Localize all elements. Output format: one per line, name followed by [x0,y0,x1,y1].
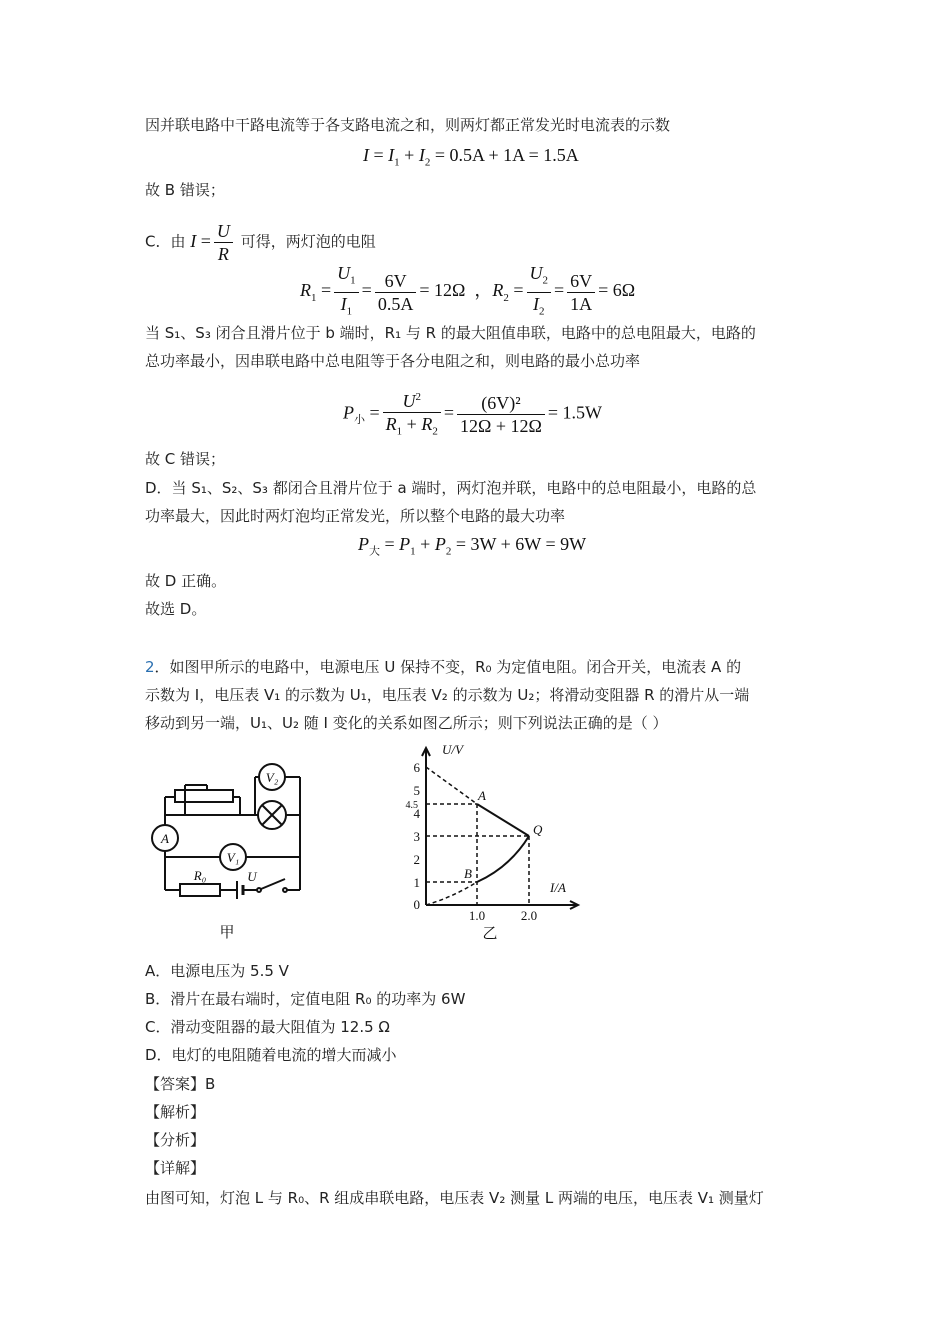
text-line: 故 B 错误； [145,181,225,199]
text-line: 故 D 正确。 [145,572,227,590]
detail-label: 【详解】 [145,1159,206,1177]
point-b-label: B [464,866,472,881]
circuit-diagram [145,755,315,945]
text-line: 由图可知，灯泡 L 与 R₀、R 组成串联电路，电压表 V₂ 测量 L 两端的电压，电压表 V₁ 测量灯 [145,1189,764,1207]
point-a-label: A [478,788,486,803]
text-line: 总功率最小，因串联电路中总电阻等于各分电阻之和，则电路的最小总功率 [145,352,641,370]
figure-yi-label: 乙 [482,926,498,942]
analysis-label: 【解析】 [145,1103,206,1121]
option-c: C．滑动变阻器的最大阻值为 12.5 Ω [145,1018,390,1036]
question-2-line3: 移动到另一端，U₁、U₂ 随 I 变化的关系如图乙所示；则下列说法正确的是（ ） [145,714,668,732]
question-2-line1: 2．如图甲所示的电路中，电源电压 U 保持不变，R₀ 为定值电阻。闭合开关，电流表 A 的 [145,658,742,676]
option-c-intro: C．由 I = $\frac{U}{R}$ 可得，两灯泡的电阻 [145,221,376,264]
text-line: 当 S₁、S₃ 闭合且滑片位于 b 端时，R₁ 与 R 的最大阻值串联，电路中的总电阻最大，电路的 [145,324,756,342]
equation-min-power: $P_小$ = $\frac{U^2}{R_1 + R_2}$ = $\frac{\text{(6V)²}}{12\Omega + 12\Omega}$ = 1.5W [343,386,602,443]
y-tick: 4 [413,806,420,821]
option-d: D．电灯的电阻随着电流的增大而减小 [145,1046,397,1064]
x-tick: 2.0 [520,908,538,923]
point-q-label: Q [533,822,543,837]
y-axis-label: U/V [442,742,463,757]
question-2-line2: 示数为 I，电压表 V₁ 的示数为 U₁，电压表 V₂ 的示数为 U₂；将滑动变阻器 R 的滑片从一端 [145,686,750,704]
text-line: 因并联电路中干路电流等于各支路电流之和，则两灯都正常发光时电流表的示数 [145,116,671,134]
x-tick: 1.0 [468,908,486,923]
fenxi-label: 【分析】 [145,1131,206,1149]
y-tick: 6 [413,760,420,775]
equation-resistances: $R_1$ = $\frac{U_1}{I_1}$ = $\frac{6V}{0.5A}$ = 12Ω ，$R_2$ = $\frac{U_2}{I_2}$ = $\frac{6V}{1A}$ = 6Ω [300,263,636,318]
source-u-label: U [247,869,257,884]
text-line: D．当 S₁、S₂、S₃ 都闭合且滑片位于 a 端时，两灯泡并联，电路中的总电阻最小，电路的总 [145,479,757,497]
resistor-r0-label: R₀ [193,868,207,883]
voltmeter-v1-label: V₁ [226,850,240,865]
y-tick: 1 [413,875,420,890]
ammeter-label: A [161,831,169,846]
text-line: 功率最大，因此时两灯泡均正常发光，所以整个电路的最大功率 [145,507,566,525]
equation-total-current: $I = I_1 + I_2 = 0.5A + 1A = 1.5A$ [363,145,579,169]
y-tick-4-5: 4.5 [405,800,418,811]
option-a: A．电源电压为 5.5 V [145,962,289,980]
figure-jia-label: 甲 [219,925,235,941]
option-b: B．滑片在最右端时，定值电阻 R₀ 的功率为 6W [145,990,466,1008]
u-i-graph [398,742,588,942]
y-tick: 5 [413,783,420,798]
question-number: 2 [145,658,155,676]
y-tick: 2 [413,852,420,867]
origin-label: 0 [413,897,420,912]
answer-label: 【答案】B [145,1075,216,1093]
y-tick: 3 [413,829,420,844]
voltmeter-v2-label: V₂ [265,770,279,785]
text-line: 故选 D。 [145,600,207,618]
equation-max-power: $P_大 = P_1 + P_2 = 3W + 6W = 9W$ [358,534,587,558]
x-axis-label: I/A [550,880,566,895]
text-line: 故 C 错误； [145,450,226,468]
